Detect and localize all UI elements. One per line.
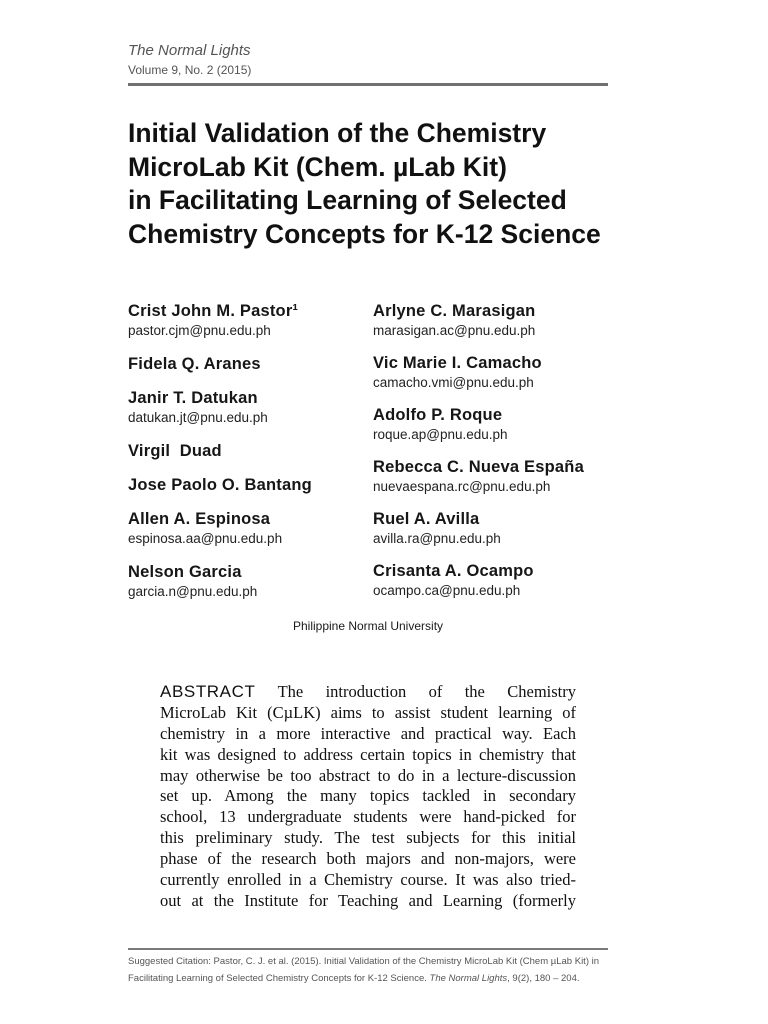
header-divider — [128, 83, 608, 86]
author-name: Allen A. Espinosa — [128, 509, 271, 528]
author-entry — [373, 458, 608, 496]
author-name: Arlyne C. Marasigan — [373, 301, 536, 320]
author-name: Crist John M. Pastor¹ — [128, 301, 299, 320]
citation-line: Suggested Citation: Pastor, C. J. et al. (2015). Initial Validation of the Chemistry MicroLab Kit (Chem µLab Kit) in — [128, 956, 600, 967]
author-entry — [373, 354, 608, 392]
abstract-line: out at the Institute for Teaching and Learning (formerly — [160, 890, 576, 910]
paper-title — [128, 117, 608, 252]
author-column-right — [373, 302, 608, 615]
citation-text: Facilitating Learning of Selected Chemistry Concepts for K-12 Science. — [128, 973, 430, 984]
author-name: Janir T. Datukan — [128, 388, 258, 407]
author-email: datukan.jt@pnu.edu.ph — [128, 409, 268, 425]
author-name: Jose Paolo O. Bantang — [128, 475, 312, 494]
author-entry — [373, 406, 608, 444]
abstract — [160, 682, 576, 912]
title-line: Initial Validation of the Chemistry — [128, 118, 547, 148]
author-name: Adolfo P. Roque — [373, 405, 503, 424]
author-email: marasigan.ac@pnu.edu.ph — [373, 322, 536, 338]
author-email: avilla.ra@pnu.edu.ph — [373, 531, 501, 547]
author-entry — [373, 562, 608, 600]
author-email: garcia.n@pnu.edu.ph — [128, 583, 258, 599]
citation-line — [128, 970, 608, 987]
abstract-line — [160, 682, 576, 703]
author-entry — [128, 442, 368, 461]
abstract-line: phase of the research both majors and non-majors, were — [160, 849, 576, 869]
abstract-line: chemistry in a more interactive and practical way. Each — [160, 723, 576, 743]
citation-journal: The Normal Lights — [429, 973, 508, 984]
title-line: Chemistry Concepts for K-12 Science — [128, 219, 601, 250]
abstract-line: kit was designed to address certain topics in chemistry that — [160, 744, 576, 764]
author-entry — [128, 302, 368, 340]
journal-volume: Volume 9, No. 2 (2015) — [128, 63, 252, 77]
author-email: ocampo.ca@pnu.edu.ph — [373, 583, 521, 599]
author-email: espinosa.aa@pnu.edu.ph — [128, 530, 283, 546]
author-email: pastor.cjm@pnu.edu.ph — [128, 322, 271, 338]
author-entry — [128, 563, 368, 601]
author-entry — [128, 389, 368, 427]
author-entry — [128, 355, 368, 374]
footer-divider — [128, 948, 608, 950]
abstract-line: currently enrolled in a Chemistry course. It was also tried- — [160, 870, 576, 890]
title-line: in Facilitating Learning of Selected — [128, 185, 567, 216]
abstract-line: school, 13 undergraduate students were hand-picked for — [160, 807, 576, 827]
author-name: Crisanta A. Ocampo — [373, 562, 534, 581]
abstract-text: The introduction of the Chemistry — [277, 682, 576, 701]
title-line: MicroLab Kit (Chem. µLab Kit) — [128, 151, 507, 182]
author-name: Ruel A. Avilla — [373, 510, 480, 529]
author-entry — [373, 302, 608, 340]
abstract-label: ABSTRACT — [160, 682, 256, 701]
abstract-line: set up. Among the many topics tackled in secondary — [160, 786, 576, 806]
author-entry — [373, 510, 608, 548]
author-column-left — [128, 302, 368, 616]
author-entry — [128, 510, 368, 548]
citation-text: , 9(2), 180 – 204. — [507, 973, 580, 984]
abstract-line: may otherwise be too abstract to do in a lecture-discussion — [160, 765, 576, 785]
affiliation: Philippine Normal University — [292, 619, 444, 633]
author-entry — [128, 476, 368, 495]
suggested-citation — [128, 953, 608, 987]
author-email: roque.ap@pnu.edu.ph — [373, 426, 508, 442]
author-name: Virgil Duad — [128, 441, 222, 460]
journal-name: The Normal Lights — [128, 42, 251, 59]
abstract-line: MicroLab Kit (CµLK) aims to assist student learning of — [160, 702, 576, 722]
abstract-line: this preliminary study. The test subjects for this initial — [160, 828, 576, 848]
author-email: camacho.vmi@pnu.edu.ph — [373, 374, 534, 390]
author-name: Rebecca C. Nueva España — [373, 458, 584, 477]
author-name: Vic Marie I. Camacho — [373, 353, 542, 372]
author-name: Nelson Garcia — [128, 562, 242, 581]
author-email: nuevaespana.rc@pnu.edu.ph — [373, 479, 551, 495]
author-name: Fidela Q. Aranes — [128, 354, 261, 373]
